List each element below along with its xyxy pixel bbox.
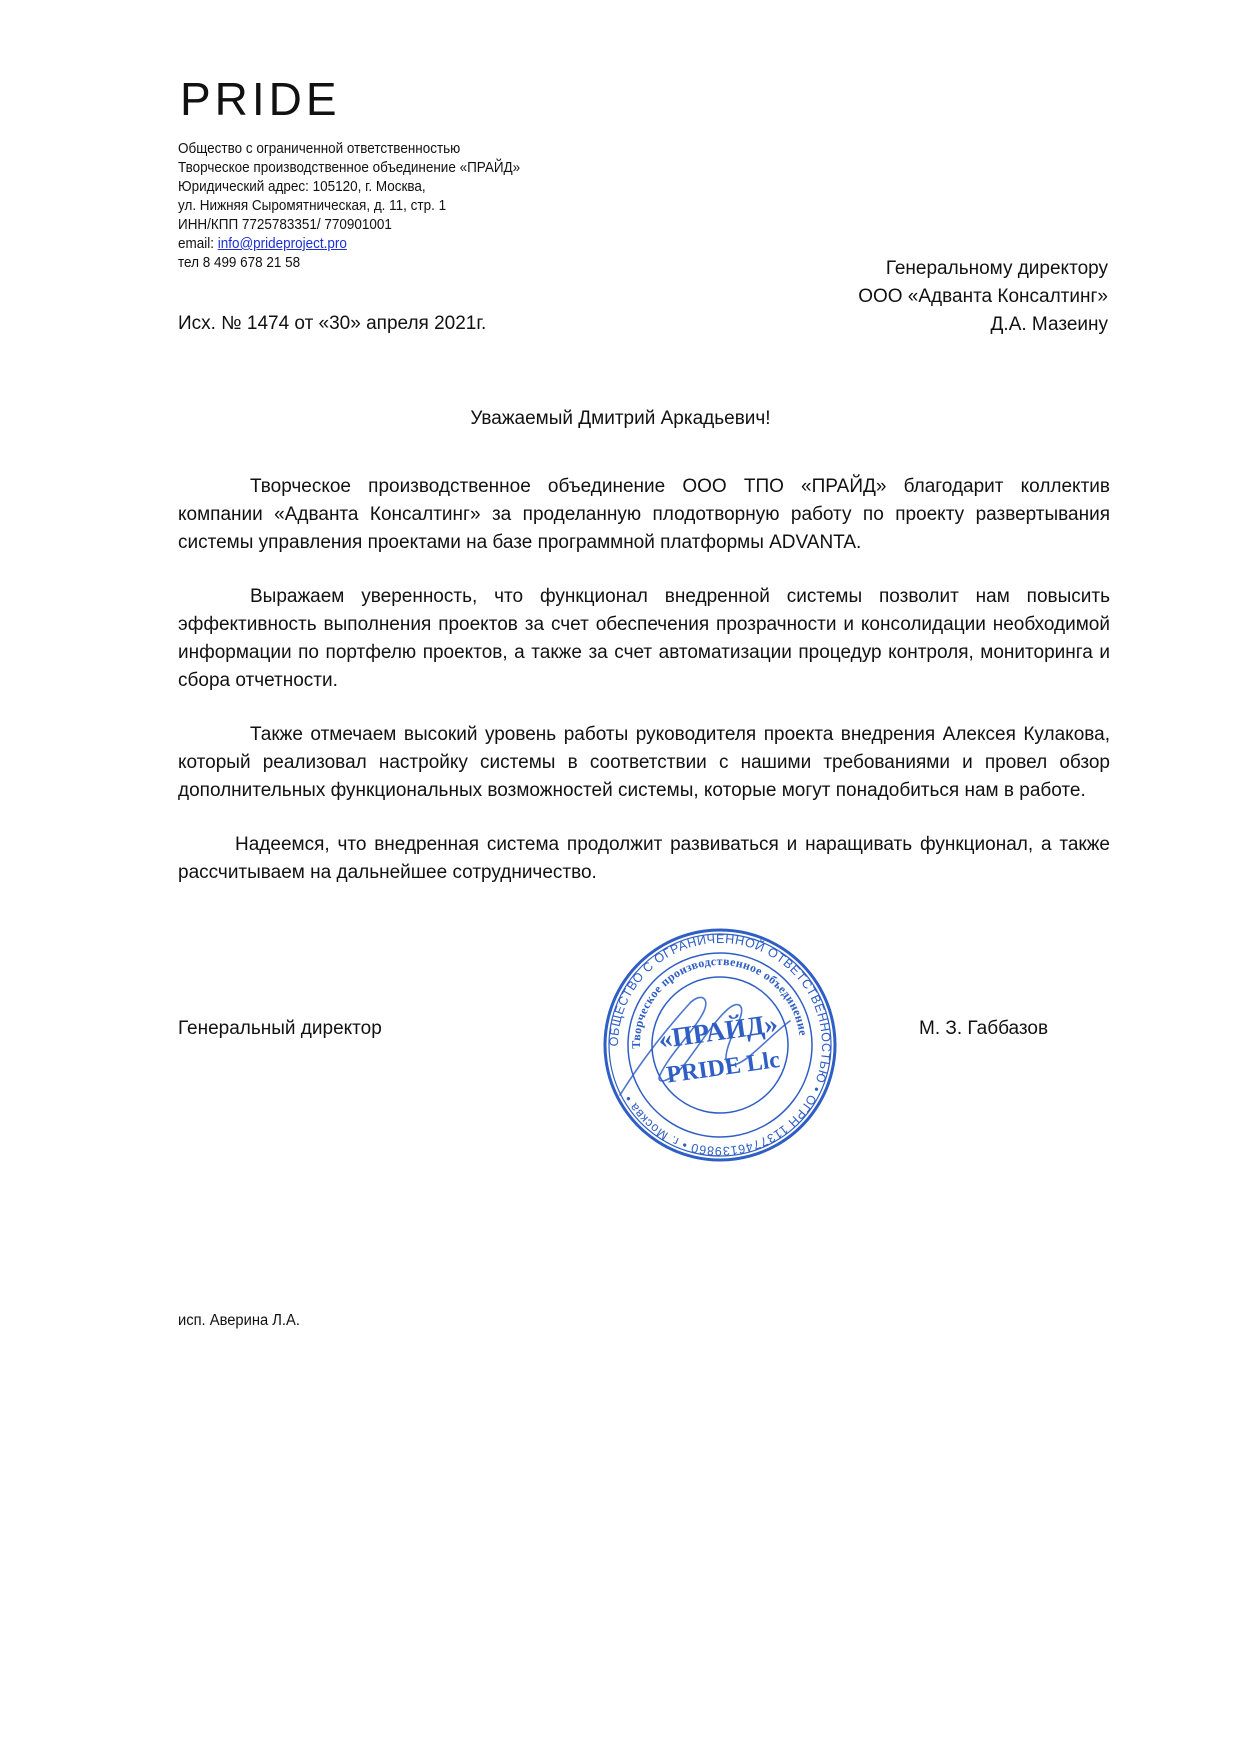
sender-phone: тел 8 499 678 21 58 bbox=[178, 255, 301, 271]
sender-email-line bbox=[178, 235, 520, 254]
paragraph-confidence: Выражаем уверенность, что функционал внедренной системы позволит нам повысить эффективность выполнения проектов за счет обеспечения прозрачности и консолидации необходимой информации по портфелю проектов, а также за счет автоматизации процедур контроля, мониторинга и сбора отчетности. bbox=[178, 586, 1110, 691]
sender-legal-address: Юридический адрес: 105120, г. Москва, bbox=[178, 179, 426, 195]
recipient-block bbox=[858, 255, 1108, 339]
outgoing-number: Исх. № 1474 от «30» апреля 2021г. bbox=[178, 313, 487, 334]
letter-body bbox=[178, 473, 1110, 913]
sender-company-type: Общество с ограниченной ответственностью bbox=[178, 141, 461, 157]
sender-email-link[interactable]: info@prideproject.pro bbox=[217, 236, 347, 252]
sender-inn-kpp: ИНН/КПП 7725783351/ 770901001 bbox=[178, 217, 392, 233]
sender-street-address: ул. Нижняя Сыромятническая, д. 11, стр. 1 bbox=[178, 198, 447, 214]
sender-email-label: email: bbox=[178, 236, 218, 252]
stamp-inner-text: Творческое производственное объединение bbox=[628, 953, 811, 1049]
stamp-center-bottom: PRIDE Llc bbox=[664, 1046, 782, 1089]
recipient-name: Д.А. Мазеину bbox=[990, 314, 1108, 335]
recipient-company: ООО «Адванта Консалтинг» bbox=[858, 286, 1108, 307]
sender-block bbox=[178, 140, 520, 273]
sender-company-name: Творческое производственное объединение «ПРАЙД» bbox=[178, 160, 521, 176]
logo-text: PRIDE bbox=[180, 73, 341, 124]
pride-logo bbox=[180, 70, 380, 124]
recipient-position: Генеральному директору bbox=[885, 258, 1108, 279]
paragraph-gratitude: Творческое производственное объединение ООО ТПО «ПРАЙД» благодарит коллектив компании «Адванта Консалтинг» за проделанную плодотворную работу по проекту развертывания системы управления проектами на базе программной платформы ADVANTA. bbox=[178, 476, 1110, 553]
company-stamp bbox=[600, 925, 840, 1165]
signature-name: М. З. Габбазов bbox=[919, 1018, 1049, 1039]
paragraph-closing: Надеемся, что внедренная система продолжит развиваться и наращивать функционал, а также рассчитываем на дальнейшее сотрудничество. bbox=[178, 834, 1110, 883]
salutation: Уважаемый Дмитрий Аркадьевич! bbox=[470, 408, 771, 429]
executor: исп. Аверина Л.А. bbox=[178, 1312, 300, 1329]
signature-title: Генеральный директор bbox=[178, 1018, 382, 1039]
stamp-outer-text: ОБЩЕСТВО С ОГРАНИЧЕННОЙ ОТВЕТСТВЕННОСТЬЮ • ОГРН 1137746139860 • г. Москва • bbox=[606, 931, 834, 1159]
paragraph-project-manager: Также отмечаем высокий уровень работы руководителя проекта внедрения Алексея Кулакова, который реализовал настройку системы в соответствии с нашими требованиями и провел обзор дополнительных функциональных возможностей системы, которые могут понадобиться нам в работе. bbox=[178, 724, 1110, 801]
stamp-center-top: «ПРАЙД» bbox=[656, 1007, 780, 1055]
